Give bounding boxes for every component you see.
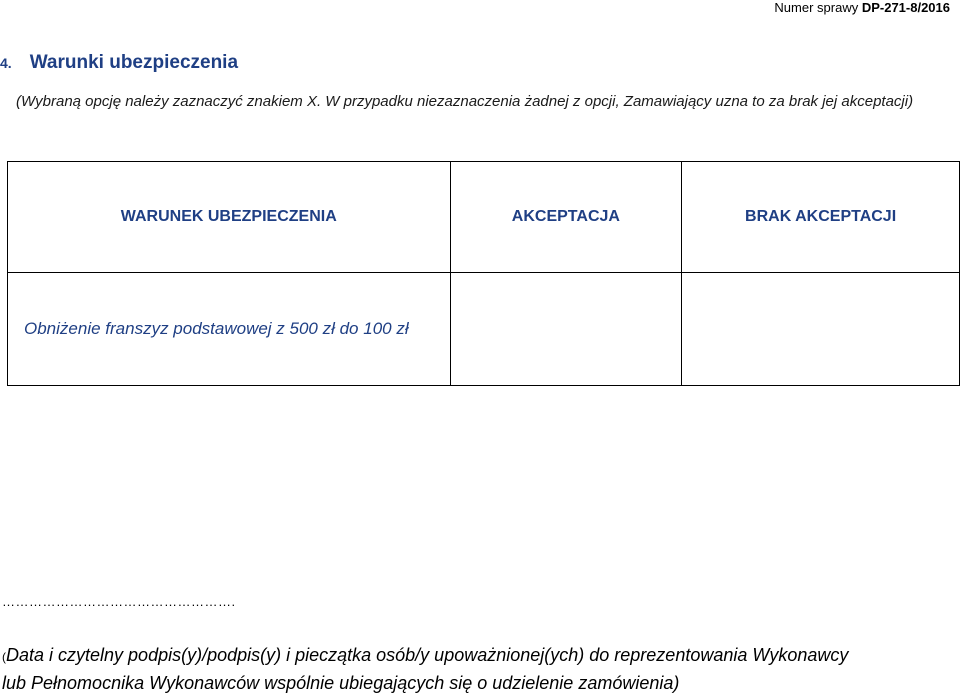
header-acceptance: AKCEPTACJA bbox=[450, 162, 682, 273]
section-title: Warunki ubezpieczenia bbox=[29, 52, 239, 73]
signature-caption-line-1 bbox=[2, 642, 960, 670]
table-header-row bbox=[8, 162, 960, 273]
signature-dotted-line: ……………………………………………. bbox=[2, 594, 236, 609]
signature-caption bbox=[2, 642, 960, 696]
no-acceptance-cell[interactable] bbox=[682, 273, 960, 386]
table-row bbox=[8, 273, 960, 386]
case-number-value: DP-271-8/2016 bbox=[861, 0, 950, 15]
signature-caption-line-2: lub Pełnomocnika Wykonawców wspólnie ubiegających się o udzielenie zamówienia) bbox=[2, 673, 680, 693]
instruction-text: (Wybraną opcję należy zaznaczyć znakiem X. W przypadku niezaznaczenia żadnej z opcji, Zamawiający uzna to za brak jej akceptacji) bbox=[16, 93, 914, 110]
condition-cell: Obniżenie franszyz podstawowej z 500 zł do 100 zł bbox=[8, 273, 451, 386]
header-condition: WARUNEK UBEZPIECZENIA bbox=[8, 162, 451, 273]
caption-line-1-text: Data i czytelny podpis(y)/podpis(y) i pieczątka osób/y upoważnionej(ych) do reprezentowania Wykonawcy bbox=[6, 645, 849, 665]
section-number: 4. bbox=[0, 55, 12, 71]
acceptance-cell[interactable] bbox=[450, 273, 682, 386]
case-number-header bbox=[774, 0, 950, 15]
caption-open-paren: ( bbox=[2, 650, 6, 664]
header-no-acceptance: BRAK AKCEPTACJI bbox=[682, 162, 960, 273]
case-number-label: Numer sprawy bbox=[774, 0, 859, 15]
section-heading bbox=[0, 52, 238, 74]
insurance-conditions-table bbox=[7, 161, 960, 386]
